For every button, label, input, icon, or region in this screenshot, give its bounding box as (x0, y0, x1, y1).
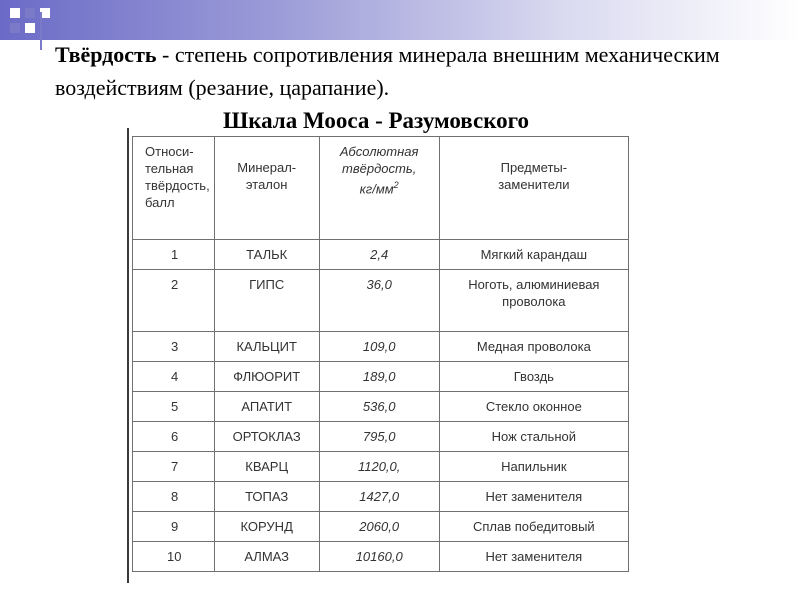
header-line: тельная (145, 161, 194, 176)
table-row (133, 270, 629, 332)
cell-num: 6 (133, 422, 215, 452)
decor-square (25, 23, 35, 33)
header-relative-hardness (133, 137, 215, 240)
cell-num: 9 (133, 512, 215, 542)
cell-substitute: Нет заменителя (439, 542, 628, 572)
header-unit-sup: 2 (393, 180, 399, 190)
decor-line (40, 12, 42, 50)
cell-value: 1120,0, (319, 452, 439, 482)
header-substitutes (439, 137, 628, 240)
cell-num: 1 (133, 240, 215, 270)
cell-num: 7 (133, 452, 215, 482)
decor-square (10, 23, 20, 33)
header-line: эталон (245, 177, 288, 192)
header-line: заменители (498, 177, 570, 192)
table-row (133, 482, 629, 512)
cell-mineral: КВАРЦ (214, 452, 319, 482)
header-line: балл (145, 195, 175, 210)
cell-value: 795,0 (319, 422, 439, 452)
header-line (324, 177, 435, 197)
decor-side-line (127, 128, 129, 583)
table-header-row (133, 137, 629, 240)
cell-value: 10160,0 (319, 542, 439, 572)
cell-substitute: Нож стальной (439, 422, 628, 452)
table-row (133, 452, 629, 482)
table-row (133, 392, 629, 422)
decorative-top-bar (0, 0, 800, 40)
cell-num: 10 (133, 542, 215, 572)
header-line: Относи- (145, 144, 194, 159)
table-row (133, 422, 629, 452)
cell-mineral: АПАТИТ (214, 392, 319, 422)
header-line: твёрдость, (145, 178, 210, 193)
header-line: Минерал- (237, 160, 297, 175)
cell-value: 36,0 (319, 270, 439, 332)
table-row (133, 512, 629, 542)
header-line: Предметы- (500, 160, 568, 175)
cell-num: 3 (133, 332, 215, 362)
cell-mineral: КАЛЬЦИТ (214, 332, 319, 362)
header-line: Абсолютная (339, 144, 419, 159)
cell-mineral: ГИПС (214, 270, 319, 332)
decor-square (10, 8, 20, 18)
cell-substitute: Мягкий карандаш (439, 240, 628, 270)
cell-value: 536,0 (319, 392, 439, 422)
cell-num: 2 (133, 270, 215, 332)
cell-num: 8 (133, 482, 215, 512)
decor-square (25, 8, 35, 18)
term: Твёрдость (55, 42, 157, 67)
cell-substitute: Медная проволока (439, 332, 628, 362)
header-unit: кг/мм (359, 181, 394, 197)
cell-mineral: АЛМАЗ (214, 542, 319, 572)
cell-substitute: Стекло оконное (439, 392, 628, 422)
mohs-table (132, 136, 629, 572)
intro-text (55, 38, 775, 104)
cell-mineral: ФЛЮОРИТ (214, 362, 319, 392)
table-row (133, 362, 629, 392)
cell-value: 1427,0 (319, 482, 439, 512)
cell-mineral: ОРТОКЛАЗ (214, 422, 319, 452)
cell-substitute: Нет заменителя (439, 482, 628, 512)
table-title: Шкала Мооса - Разумовского (222, 108, 530, 133)
cell-num: 4 (133, 362, 215, 392)
cell-value: 189,0 (319, 362, 439, 392)
cell-value: 2,4 (319, 240, 439, 270)
cell-mineral: ТОПАЗ (214, 482, 319, 512)
table-row (133, 542, 629, 572)
cell-mineral: ТАЛЬК (214, 240, 319, 270)
table-row (133, 332, 629, 362)
header-line: твёрдость, (342, 161, 417, 176)
cell-num: 5 (133, 392, 215, 422)
definition: - степень сопротивления минерала внешним механическим воздействиям (резание, царапание). (55, 42, 720, 100)
cell-value: 2060,0 (319, 512, 439, 542)
cell-substitute: Гвоздь (439, 362, 628, 392)
header-reference-mineral (214, 137, 319, 240)
cell-substitute: Ноготь, алюминиевая проволока (439, 270, 628, 332)
cell-mineral: КОРУНД (214, 512, 319, 542)
table-row (133, 240, 629, 270)
header-absolute-hardness (319, 137, 439, 240)
cell-substitute: Сплав победитовый (439, 512, 628, 542)
cell-substitute: Напильник (439, 452, 628, 482)
cell-value: 109,0 (319, 332, 439, 362)
